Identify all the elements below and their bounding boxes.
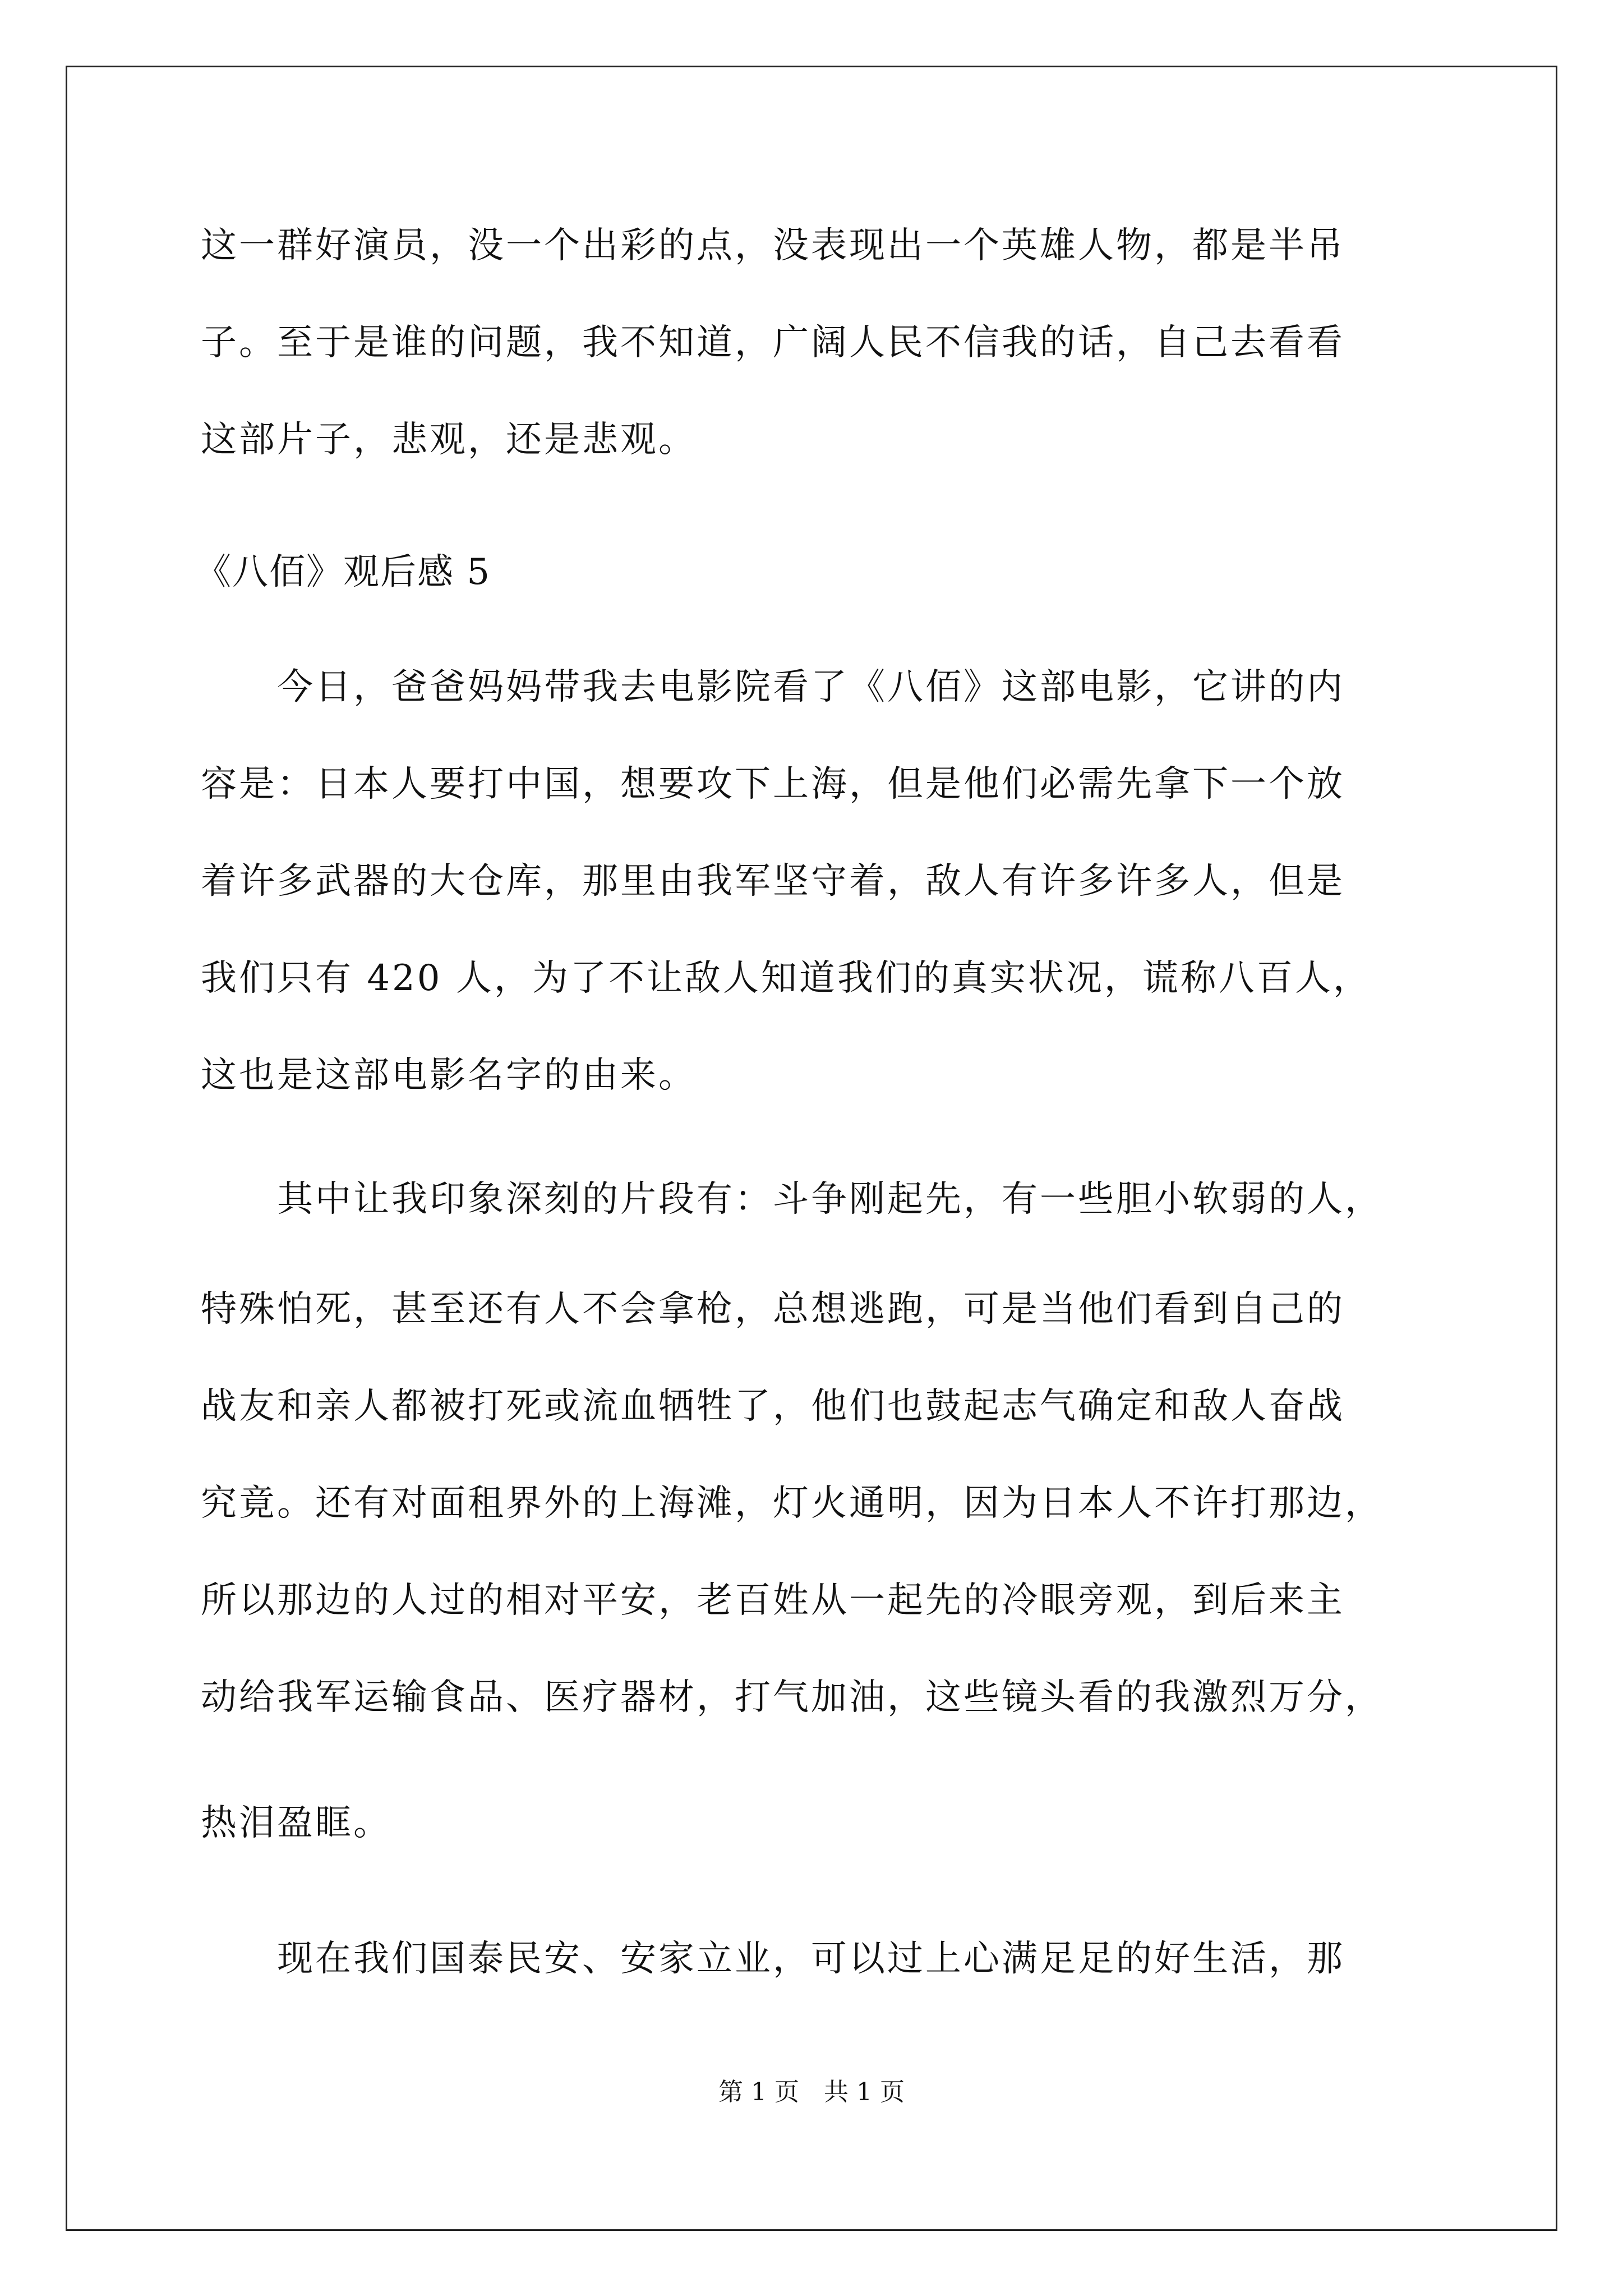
text-line-14: 所以那边的人过的相对平安，老百姓从一起先的冷眼旁观，到后来主 bbox=[201, 1580, 1345, 1621]
text-line-2: 子。至于是谁的问题，我不知道，广阔人民不信我的话，自己去看看 bbox=[201, 322, 1345, 364]
text-line-5: 今日，爸爸妈妈带我去电影院看了《八佰》这部电影，它讲的内 bbox=[201, 666, 1345, 708]
text-line-3: 这部片子，悲观，还是悲观。 bbox=[201, 419, 697, 461]
page-number-footer: 第 1 页 共 1 页 bbox=[718, 2078, 905, 2106]
text-line-1: 这一群好演员，没一个出彩的点，没表现出一个英雄人物，都是半吊 bbox=[201, 225, 1345, 266]
text-line-13: 究竟。还有对面租界外的上海滩，灯火通明，因为日本人不许打那边， bbox=[201, 1483, 1383, 1524]
text-line-17: 现在我们国泰民安、安家立业，可以过上心满足足的好生活，那 bbox=[201, 1938, 1345, 1980]
text-line-15: 动给我军运输食品、医疗器材，打气加油，这些镜头看的我激烈万分， bbox=[201, 1677, 1383, 1718]
text-line-7: 着许多武器的大仓库，那里由我军坚守着，敌人有许多许多人，但是 bbox=[201, 861, 1345, 902]
text-line-10: 其中让我印象深刻的片段有：斗争刚起先，有一些胆小软弱的人， bbox=[201, 1179, 1383, 1220]
text-line-16: 热泪盈眶。 bbox=[201, 1802, 391, 1844]
text-line-9: 这也是这部电影名字的由来。 bbox=[201, 1055, 697, 1096]
text-line-12: 战友和亲人都被打死或流血牺牲了，他们也鼓起志气确定和敌人奋战 bbox=[201, 1386, 1345, 1427]
section-heading: 《八佰》观后感 5 bbox=[195, 551, 491, 593]
page-frame bbox=[66, 66, 1557, 2231]
text-line-6: 容是：日本人要打中国，想要攻下上海，但是他们必需先拿下一个放 bbox=[201, 763, 1345, 805]
text-line-11: 特殊怕死，甚至还有人不会拿枪，总想逃跑，可是当他们看到自己的 bbox=[201, 1289, 1345, 1330]
text-line-8: 我们只有 420 人，为了不让敌人知道我们的真实状况，谎称八百人， bbox=[201, 958, 1371, 999]
